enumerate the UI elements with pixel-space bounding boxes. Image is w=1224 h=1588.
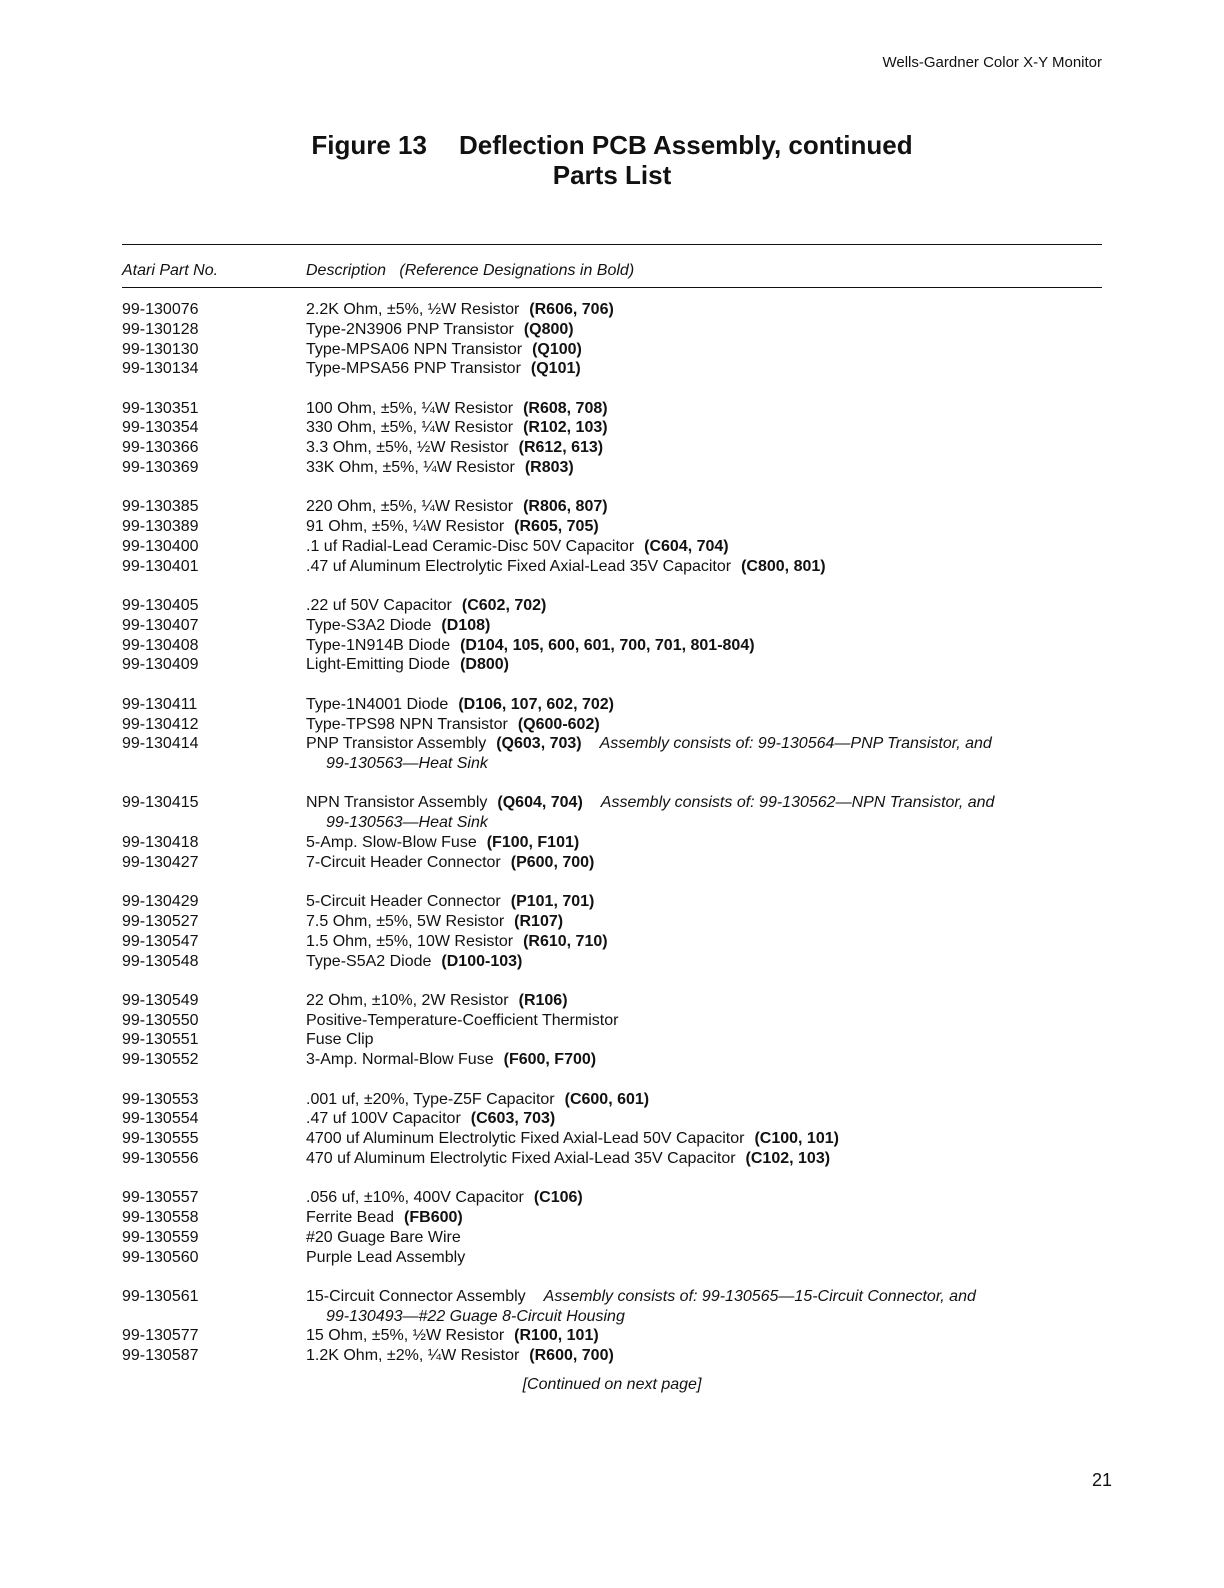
table-row: [122, 1109, 1102, 1129]
reference-designation: (R605, 705): [514, 518, 599, 536]
header-rule: [122, 287, 1102, 288]
reference-designation: (P101, 701): [510, 893, 595, 911]
part-number: 99-130408: [122, 636, 199, 654]
table-row: [122, 952, 1102, 972]
assembly-note-continued: 99-130563—Heat Sink: [326, 755, 488, 773]
table-row: [122, 537, 1102, 557]
part-number: 99-130429: [122, 893, 199, 911]
description-cell: [306, 833, 1102, 853]
table-row: [122, 1129, 1102, 1149]
description-cell: [306, 932, 1102, 952]
assembly-note-continued: 99-130563—Heat Sink: [326, 814, 488, 832]
part-number: 99-130587: [122, 1347, 199, 1365]
description-text: .47 uf Aluminum Electrolytic Fixed Axial-Lead 35V Capacitor: [306, 557, 732, 575]
description-text: 15-Circuit Connector Assembly: [306, 1287, 526, 1305]
table-row: [122, 1248, 1102, 1268]
description-cell: [306, 1129, 1102, 1149]
description-cell: [306, 1248, 1102, 1268]
part-number: 99-130549: [122, 991, 199, 1009]
description-text: 5-Amp. Slow-Blow Fuse: [306, 834, 477, 852]
description-text: 220 Ohm, ±5%, ¼W Resistor: [306, 498, 514, 516]
description-text: .056 uf, ±10%, 400V Capacitor: [306, 1189, 524, 1207]
part-group: [122, 497, 1102, 576]
description-cell: [306, 1346, 1102, 1366]
part-number: 99-130557: [122, 1189, 199, 1207]
description-cell: [306, 1030, 1102, 1050]
description-cell: [306, 734, 1102, 774]
description-text: .001 uf, ±20%, Type-Z5F Capacitor: [306, 1090, 555, 1108]
table-row: [122, 833, 1102, 853]
table-row: [122, 1030, 1102, 1050]
top-rule: [122, 244, 1102, 245]
table-row: [122, 557, 1102, 577]
description-text: 33K Ohm, ±5%, ¼W Resistor: [306, 459, 515, 477]
description-cell: [306, 596, 1102, 616]
reference-designation: (R606, 706): [529, 301, 614, 318]
description-cell: [306, 537, 1102, 557]
description-cell: [306, 1149, 1102, 1169]
assembly-note: Assembly consists of: 99-130565—15-Circuit Connector, and: [543, 1287, 976, 1305]
description-text: NPN Transistor Assembly: [306, 794, 488, 812]
description-text: 5-Circuit Header Connector: [306, 893, 501, 911]
table-row: [122, 616, 1102, 636]
reference-designation: (Q101): [530, 360, 581, 378]
part-number: 99-130556: [122, 1149, 199, 1167]
description-text: 7.5 Ohm, ±5%, 5W Resistor: [306, 912, 505, 930]
part-number: 99-130561: [122, 1287, 199, 1305]
table-row: [122, 340, 1102, 360]
table-row: [122, 892, 1102, 912]
table-row: [122, 320, 1102, 340]
reference-designation: (C603, 703): [470, 1110, 556, 1128]
table-row: [122, 418, 1102, 438]
table-row: [122, 1326, 1102, 1346]
reference-designation: (C600, 601): [564, 1090, 650, 1108]
part-number: 99-130560: [122, 1248, 199, 1266]
description-cell: [306, 418, 1102, 438]
parts-list: [122, 300, 1102, 1386]
part-number: 99-130130: [122, 340, 199, 358]
part-number: 99-130418: [122, 834, 199, 852]
reference-designation: (R107): [514, 912, 564, 930]
table-row: [122, 1287, 1102, 1327]
reference-designation: (C100, 101): [754, 1130, 839, 1148]
description-cell: [306, 1287, 1102, 1327]
description-cell: [306, 399, 1102, 419]
table-row: [122, 458, 1102, 478]
reference-designation: (Q600-602): [517, 715, 600, 733]
table-row: [122, 991, 1102, 1011]
table-row: [122, 636, 1102, 656]
figure-label: Figure 13: [311, 130, 427, 160]
description-text: Purple Lead Assembly: [306, 1248, 466, 1266]
description-cell: [306, 1326, 1102, 1346]
assembly-note-continued: 99-130493—#22 Guage 8-Circuit Housing: [326, 1307, 625, 1325]
reference-designation: (R806, 807): [523, 498, 608, 516]
description-text: .1 uf Radial-Lead Ceramic-Disc 50V Capacitor: [306, 537, 635, 555]
description-text: 91 Ohm, ±5%, ¼W Resistor: [306, 518, 505, 536]
description-text: #20 Guage Bare Wire: [306, 1228, 461, 1246]
running-head: Wells-Gardner Color X-Y Monitor: [882, 54, 1102, 71]
description-cell: [306, 616, 1102, 636]
part-number: 99-130351: [122, 399, 199, 417]
part-group: [122, 991, 1102, 1070]
description-text: .47 uf 100V Capacitor: [306, 1110, 461, 1128]
reference-designation: (R102, 103): [523, 419, 608, 437]
description-text: Positive-Temperature-Coefficient Thermistor: [306, 1011, 619, 1029]
description-cell: [306, 1050, 1102, 1070]
description-text: 4700 uf Aluminum Electrolytic Fixed Axial-Lead 50V Capacitor: [306, 1130, 745, 1148]
part-group: [122, 1090, 1102, 1169]
description-cell: [306, 1011, 1102, 1031]
reference-designation: (R100, 101): [514, 1327, 599, 1345]
table-row: [122, 438, 1102, 458]
reference-designation: (F600, F700): [503, 1051, 597, 1069]
subtitle: Parts List: [552, 160, 672, 190]
reference-designation: (R612, 613): [518, 439, 604, 457]
table-row: [122, 359, 1102, 379]
description-text: 3-Amp. Normal-Blow Fuse: [306, 1051, 494, 1069]
table-row: [122, 853, 1102, 873]
description-cell: [306, 853, 1102, 873]
reference-designation: (C800, 801): [741, 557, 826, 575]
page-number: 21: [1091, 1470, 1112, 1490]
reference-designation: (D108): [441, 616, 491, 634]
reference-designation: (C602, 702): [461, 597, 547, 615]
description-cell: [306, 1228, 1102, 1248]
description-text: Ferrite Bead: [306, 1208, 395, 1226]
assembly-note: Assembly consists of: 99-130564—PNP Transistor, and: [599, 735, 992, 753]
description-cell: [306, 1109, 1102, 1129]
part-number: 99-130551: [122, 1031, 199, 1049]
part-number: 99-130553: [122, 1090, 199, 1108]
part-number: 99-130385: [122, 498, 199, 516]
part-number: 99-130547: [122, 932, 199, 950]
description-cell: [306, 517, 1102, 537]
part-number: 99-130548: [122, 952, 199, 970]
assembly-note: Assembly consists of: 99-130562—NPN Transistor, and: [600, 794, 995, 812]
table-row: [122, 399, 1102, 419]
table-row: [122, 1149, 1102, 1169]
reference-designation: (Q100): [532, 340, 582, 358]
reference-designation: (R106): [518, 991, 568, 1009]
table-row: [122, 1090, 1102, 1110]
table-row: [122, 655, 1102, 675]
part-number: 99-130555: [122, 1130, 199, 1148]
part-group: [122, 695, 1102, 774]
description-cell: [306, 1208, 1102, 1228]
part-number: 99-130411: [122, 695, 198, 713]
description-cell: [306, 793, 1102, 833]
figure-title: Deflection PCB Assembly, continued: [458, 130, 913, 160]
part-number: 99-130400: [122, 537, 199, 555]
description-text: Type-S3A2 Diode: [306, 616, 432, 634]
part-group: [122, 793, 1102, 872]
description-text: Fuse Clip: [306, 1031, 374, 1049]
description-text: Type-1N914B Diode: [306, 636, 451, 654]
description-text: 22 Ohm, ±10%, 2W Resistor: [306, 991, 509, 1009]
figure-heading: [0, 130, 1224, 190]
part-number: 99-130427: [122, 853, 199, 871]
part-number: 99-130354: [122, 419, 199, 437]
table-row: [122, 1188, 1102, 1208]
table-row: [122, 793, 1102, 833]
reference-designation: (R608, 708): [523, 399, 608, 417]
part-number: 99-130550: [122, 1011, 199, 1029]
part-number: 99-130558: [122, 1208, 199, 1226]
description-text: 7-Circuit Header Connector: [306, 853, 501, 871]
reference-designation: (C102, 103): [745, 1149, 831, 1167]
part-group: [122, 892, 1102, 971]
description-cell: [306, 655, 1102, 675]
description-cell: [306, 300, 1102, 320]
part-number: 99-130128: [122, 320, 199, 338]
description-text: 2.2K Ohm, ±5%, ½W Resistor: [306, 301, 520, 318]
reference-designation: (Q604, 704): [497, 794, 583, 812]
description-cell: [306, 912, 1102, 932]
description-cell: [306, 340, 1102, 360]
reference-designation: (FB600): [404, 1208, 463, 1226]
table-row: [122, 1011, 1102, 1031]
description-text: Type-MPSA56 PNP Transistor: [306, 360, 521, 378]
part-number: 99-130076: [122, 301, 199, 318]
part-number: 99-130409: [122, 656, 199, 674]
part-number: 99-130552: [122, 1051, 199, 1069]
part-number: 99-130401: [122, 557, 199, 575]
reference-designation: (D100-103): [441, 952, 523, 970]
reference-designation: (C604, 704): [644, 537, 729, 555]
description-cell: [306, 497, 1102, 517]
description-text: Light-Emitting Diode: [306, 656, 451, 674]
reference-designation: (R610, 710): [523, 932, 608, 950]
description-cell: [306, 320, 1102, 340]
description-cell: [306, 695, 1102, 715]
table-row: [122, 695, 1102, 715]
part-number: 99-130412: [122, 715, 199, 733]
description-cell: [306, 359, 1102, 379]
reference-designation: (R803): [524, 459, 574, 477]
header-part-no: Atari Part No.: [122, 262, 219, 279]
description-cell: [306, 952, 1102, 972]
reference-designation: (C106): [533, 1189, 583, 1207]
description-cell: [306, 1188, 1102, 1208]
part-group: [122, 1188, 1102, 1267]
part-number: 99-130415: [122, 794, 199, 812]
description-cell: [306, 557, 1102, 577]
description-text: 1.5 Ohm, ±5%, 10W Resistor: [306, 932, 514, 950]
table-row: [122, 1050, 1102, 1070]
table-row: [122, 715, 1102, 735]
description-text: Type-MPSA06 NPN Transistor: [306, 340, 523, 358]
reference-designation: (Q603, 703): [496, 735, 582, 753]
description-cell: [306, 438, 1102, 458]
table-row: [122, 932, 1102, 952]
part-number: 99-130414: [122, 735, 199, 753]
part-number: 99-130369: [122, 459, 199, 477]
table-row: [122, 497, 1102, 517]
table-row: [122, 1208, 1102, 1228]
header-description: Description (Reference Designations in Bold): [306, 262, 635, 279]
reference-designation: (D104, 105, 600, 601, 700, 701, 801-804): [460, 636, 755, 654]
part-number: 99-130134: [122, 360, 199, 378]
description-cell: [306, 636, 1102, 656]
description-text: Type-TPS98 NPN Transistor: [306, 715, 508, 733]
description-cell: [306, 892, 1102, 912]
description-text: Type-2N3906 PNP Transistor: [306, 320, 514, 338]
reference-designation: (D800): [460, 656, 509, 674]
description-text: 330 Ohm, ±5%, ¼W Resistor: [306, 419, 514, 437]
description-cell: [306, 715, 1102, 735]
part-number: 99-130407: [122, 616, 199, 634]
description-text: 100 Ohm, ±5%, ¼W Resistor: [306, 399, 514, 417]
reference-designation: (P600, 700): [510, 853, 595, 871]
description-text: 15 Ohm, ±5%, ½W Resistor: [306, 1327, 505, 1345]
part-number: 99-130554: [122, 1110, 199, 1128]
part-group: [122, 596, 1102, 675]
continued-note: [Continued on next page]: [522, 1376, 702, 1393]
description-text: 3.3 Ohm, ±5%, ½W Resistor: [306, 439, 509, 457]
part-group: [122, 300, 1102, 379]
table-row: [122, 1346, 1102, 1366]
description-text: Type-1N4001 Diode: [306, 695, 449, 713]
description-text: PNP Transistor Assembly: [306, 735, 487, 753]
part-group: [122, 399, 1102, 478]
description-text: 470 uf Aluminum Electrolytic Fixed Axial-Lead 35V Capacitor: [306, 1149, 736, 1167]
table-row: [122, 517, 1102, 537]
reference-designation: (F100, F101): [486, 834, 580, 852]
description-cell: [306, 458, 1102, 478]
table-row: [122, 596, 1102, 616]
description-cell: [306, 1090, 1102, 1110]
part-number: 99-130577: [122, 1327, 199, 1345]
reference-designation: (Q800): [523, 320, 574, 338]
reference-designation: (R600, 700): [529, 1347, 614, 1365]
reference-designation: (D106, 107, 602, 702): [458, 695, 614, 713]
table-row: [122, 912, 1102, 932]
table-row: [122, 1228, 1102, 1248]
table-row: [122, 734, 1102, 774]
part-number: 99-130389: [122, 518, 199, 536]
description-cell: [306, 991, 1102, 1011]
part-number: 99-130405: [122, 597, 199, 615]
description-text: .22 uf 50V Capacitor: [306, 597, 452, 615]
part-number: 99-130527: [122, 912, 199, 930]
part-number: 99-130366: [122, 439, 199, 457]
part-number: 99-130559: [122, 1228, 199, 1246]
part-group: [122, 1287, 1102, 1366]
table-row: [122, 300, 1102, 320]
description-text: Type-S5A2 Diode: [306, 952, 432, 970]
description-text: 1.2K Ohm, ±2%, ¼W Resistor: [306, 1347, 520, 1365]
